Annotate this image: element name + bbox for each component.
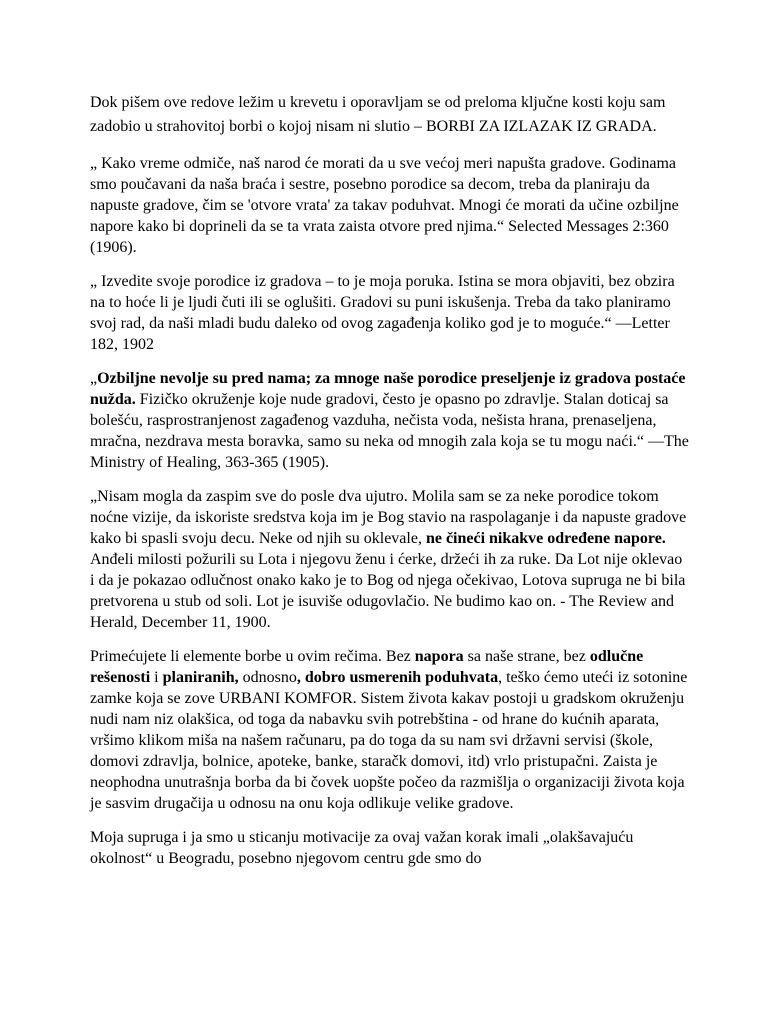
paragraph-bold-text: planiranih, [162,669,239,686]
paragraph-text: „ [90,370,98,387]
paragraph-intro [90,91,690,139]
paragraph-quote-review-and-herald [90,486,690,633]
paragraph-bold-text: Ozbiljne nevolje su pred nama; za mnoge naše porodice preseljenje iz gradova postaće nužda. [90,370,686,408]
document-page [90,91,690,882]
paragraph-text: „ Kako vreme odmiče, naš narod će morati da u sve većoj meri napušta gradove. Godinama smo poučavani da naša braća i sestre, posebno porodice sa decom, treba da planiraju da napuste gradove, čim se 'otvore vrata' za takav poduhvat. Mnogi će morati da učine ozbiljne napore kako bi doprineli da se ta vrata zaista otvore pred njima.“ Selected Messages 2:360 (1906). [90,155,679,256]
paragraph-text: Dok pišem ove redove ležim u krevetu i oporavljam se od preloma ključne kosti koju sam zadobio u strahovitoj borbi o kojoj nisam ni slutio – BORBI ZA IZLAZAK IZ GRADA. [90,94,666,135]
paragraph-text: Moja supruga i ja smo u sticanju motivacije za ovaj važan korak imali „olakšavajuću okolnost“ u Beogradu, posebno njegovom centru gde smo do [90,829,634,867]
paragraph-text: Anđeli milosti požurili su Lota i njegovu ženu i ćerke, držeći ih za ruke. Da Lot nije oklevao i da je pokazao odlučnost onako kako je to Bog od njega očekivao, Lotova supruga ne bi bila pretvorena u stub od soli. Lot je isuviše odugovlačio. Ne budimo kao on. - The Review and Herald, December 11, 1900. [90,551,686,631]
paragraph-bold-text: ne čineći nikakve određene napore. [425,530,666,547]
paragraph-bold-text: napora [414,648,464,665]
paragraph-quote-selected-messages [90,153,690,258]
paragraph-text: Primećujete li elemente borbe u ovim rečima. Bez [90,648,415,665]
paragraph-text: i [150,669,163,686]
paragraph-text: sa naše strane, bez [463,648,590,665]
paragraph-text: , teško ćemo uteći iz sotonine zamke koja se zove URBANI KOMFOR. Sistem života kakav postoji u gradskom okruženju nudi nam niz olakšica, od toga da nabavku svih potrebština - od hrane do kućnih aparata, vršimo klikom miša na našem računaru, pa do toga da su nam svi državni servisi (škole, domovi zdravlja, bolnice, apoteke, banke, staračk domovi, itd) vrlo pristupačni. Zaista je neophodna unutrašnja borba da bi čovek uopšte počeo da razmišlja o organizaciji života koja je sasvim drugačija u odnosu na onu koja odlikuje velike gradove. [90,669,688,812]
paragraph-text: Fizičko okruženje koje nude gradovi, često je opasno po zdravlje. Stalan doticaj sa bolešću, rasprostranjenost zagađenog vazduha, nečista voda, nešista hrana, prenaseljena, mračna, nezdrava mesta boravka, samo su neka od mnogih zala koja se tu mogu naći.“ —The Ministry of Healing, 363-365 (1905). [90,391,689,471]
paragraph-bold-text: , dobro usmerenih poduhvata [296,669,499,686]
paragraph-quote-ministry-of-healing [90,368,690,473]
paragraph-text: „ Izvedite svoje porodice iz gradova – to je moja poruka. Istina se mora objaviti, bez obzira na to hoće li je ljudi čuti ili se oglušiti. Gradovi su puni iskušenja. Treba da tako planiramo svoj rad, da naši mladi budu daleko od ovog zagađenja koliko god je to moguće.“ —Letter 182, 1902 [90,273,675,353]
paragraph-personal-story [90,827,690,869]
paragraph-bold-text: odlučne rešenosti [90,648,644,686]
paragraph-text: „Nisam mogla da zaspim sve do posle dva ujutro. Molila sam se za neke porodice tokom noćne vizije, da iskoriste sredstva koja im je Bog stavio na raspolaganje i da napuste gradove kako bi spasli svoju decu. Neke od njih su oklevale, [90,488,687,547]
paragraph-text: odnosno [238,669,297,686]
paragraph-commentary-urban-comfort [90,646,690,814]
paragraph-quote-letter-182 [90,271,690,355]
